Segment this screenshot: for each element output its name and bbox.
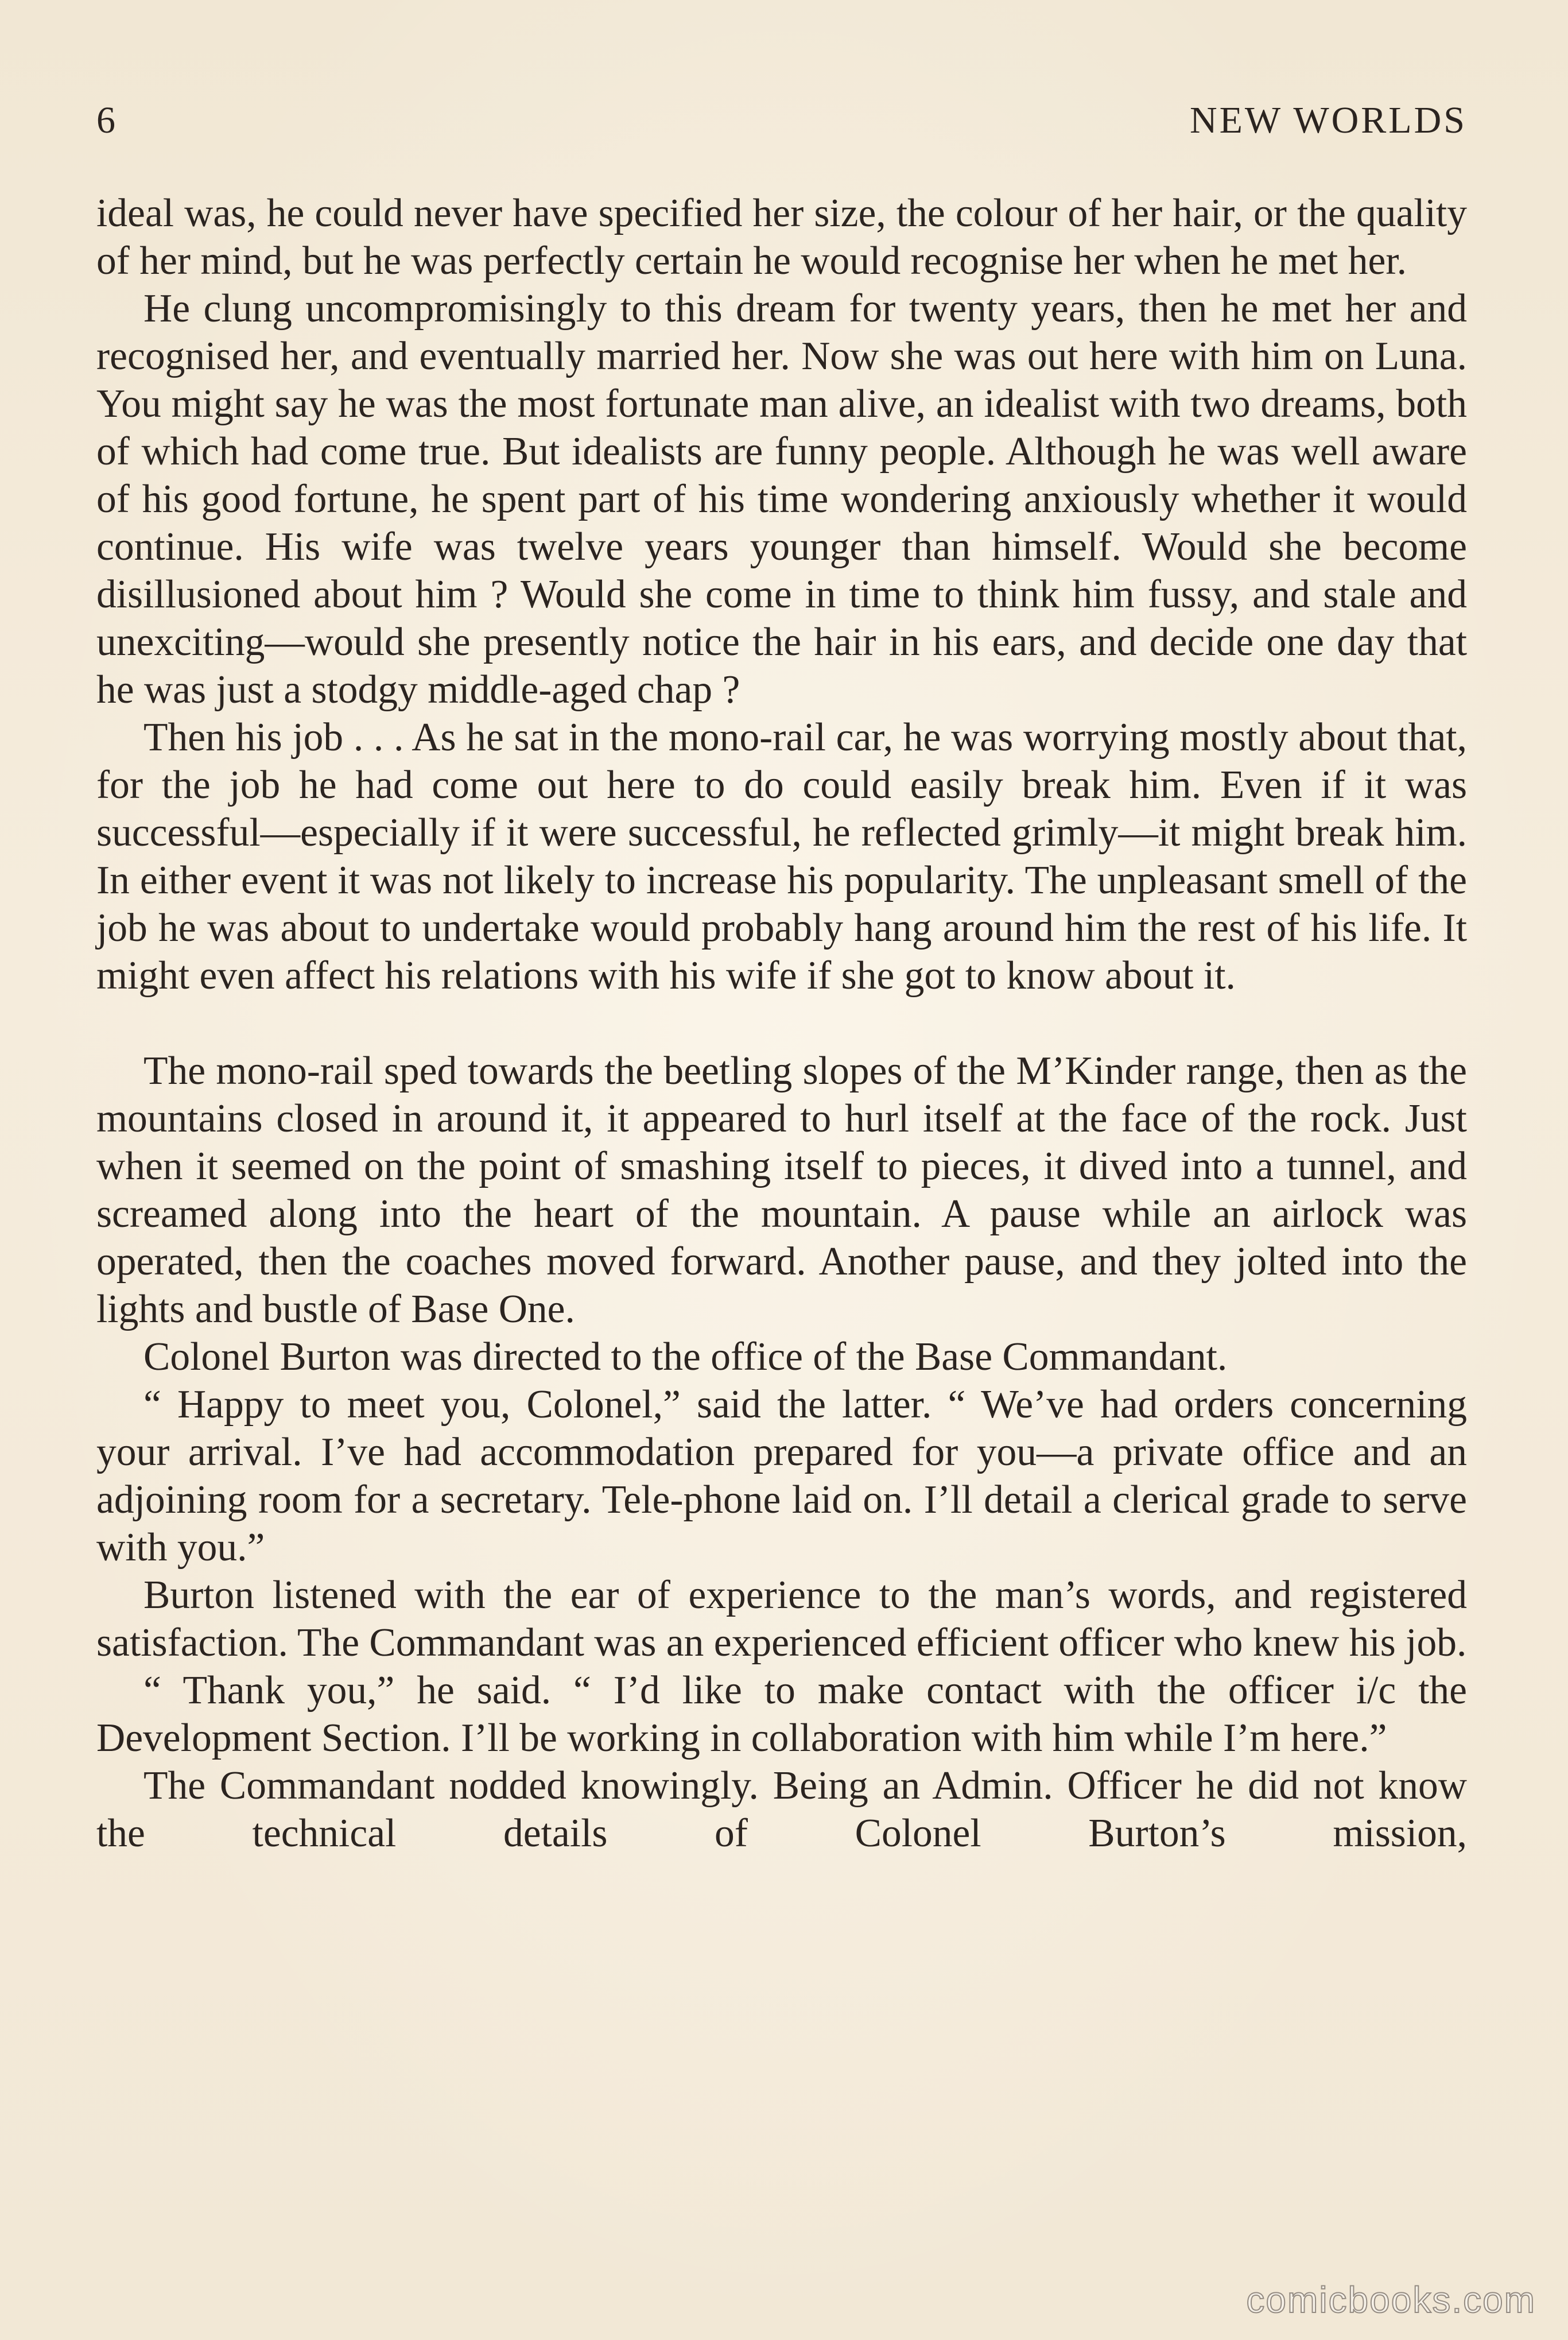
section-break (96, 999, 1467, 1047)
page-number: 6 (96, 99, 116, 141)
running-title: NEW WORLDS (1189, 99, 1467, 141)
paragraph-continues: The Commandant nodded knowingly. Being an Admin. Officer he did not know the technical details of Colonel Burton’s mission, (96, 1764, 1467, 1855)
paragraph: Burton listened with the ear of experience to the man’s words, and registered satisfaction. The Commandant was an experienced efficient officer who knew his job. (96, 1573, 1467, 1665)
body-text (96, 189, 1467, 1857)
paragraph: The mono-rail sped towards the beetling slopes of the M’Kinder range, then as the mountains closed in around it, it appeared to hurl itself at the face of the rock. Just when it seemed on the point of smashing itself to pieces, it dived into a tunnel, and screamed along into the heart of the mountain. A pause while an airlock was operated, then the coaches moved forward. Another pause, and they jolted into the lights and bustle of Base One. (96, 1049, 1467, 1331)
paragraph: “ Happy to meet you, Colonel,” said the latter. “ We’ve had orders concerning your arrival. I’ve had accommodation prepared for you—a private office and an adjoining room for a secretary. Tele-phone laid on. I’ll detail a clerical grade to serve with you.” (96, 1382, 1467, 1570)
paragraph: Colonel Burton was directed to the office of the Base Commandant. (143, 1335, 1228, 1379)
paragraph: He clung uncompromisingly to this dream for twenty years, then he met her and recognised her, and eventually married her. Now she was out here with him on Luna. You might say he was the most fortunate man alive, an idealist with two dreams, both of which had come true. But idealists are funny people. Although he was well aware of his good fortune, he spent part of his time wondering anxiously whether it would continue. His wife was twelve years younger than himself. Would she become disillusioned about him ? Would she come in time to think him fussy, and stale and unexciting—would she presently notice the hair in his ears, and decide one day that he was just a stodgy middle-aged chap ? (96, 286, 1467, 712)
watermark: comicbooks.com (1246, 2279, 1536, 2320)
paragraph-continued: ideal was, he could never have specified her size, the colour of her hair, or the quality of her mind, but he was perfectly certain he would recognise her when he met her. (96, 191, 1467, 283)
paragraph: Then his job . . . As he sat in the mono-rail car, he was worrying mostly about that, for the job he had come out here to do could easily break him. Even if it was successful—especially if it were successful, he reflected grimly—it might break him. In either event it was not likely to increase his popularity. The unpleasant smell of the job he was about to undertake would probably hang around him the rest of his life. It might even affect his relations with his wife if she got to know about it. (96, 715, 1467, 998)
paragraph: “ Thank you,” he said. “ I’d like to make contact with the officer i/c the Development Section. I’ll be working in collaboration with him while I’m here.” (96, 1668, 1467, 1760)
running-head (96, 95, 1467, 146)
